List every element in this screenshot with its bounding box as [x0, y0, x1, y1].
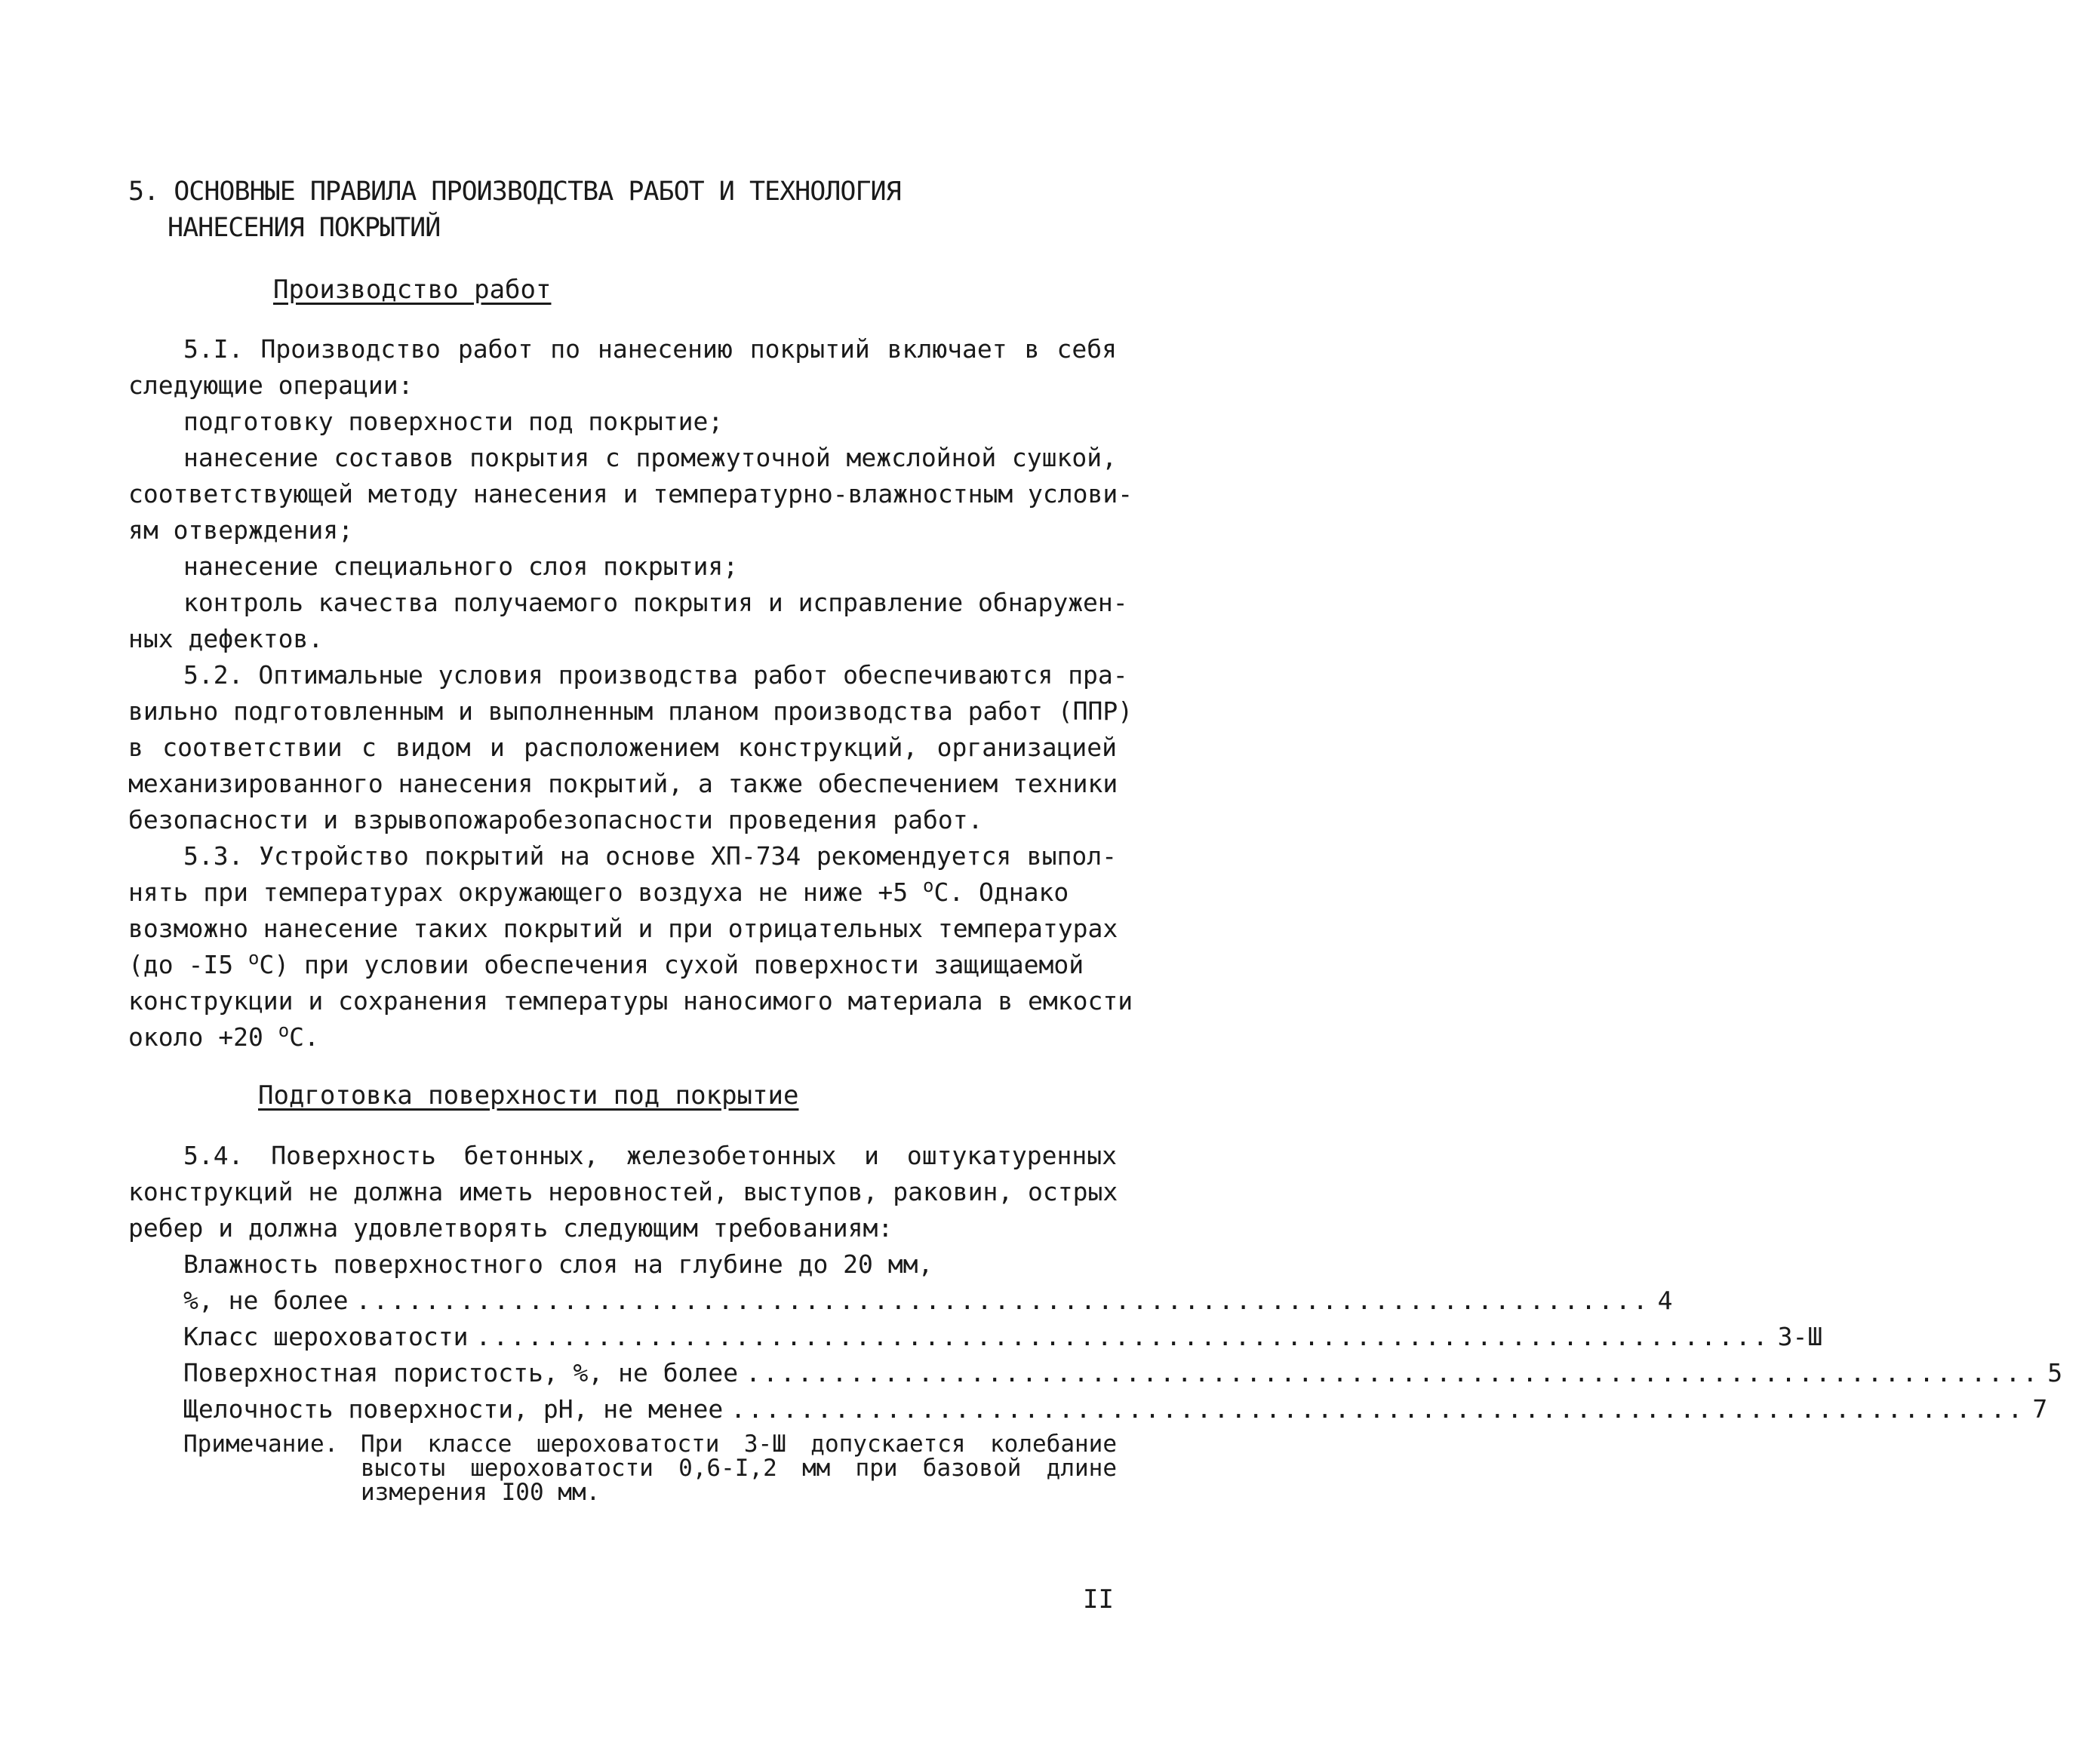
p52-line5: безопасности и взрывопожаробезопасности проведения работ.: [128, 805, 983, 834]
p53-line2-part1: нять при температурах окружающего воздуха не ниже +5: [128, 877, 923, 907]
requirement-label: Поверхностная пористость, %, не более: [183, 1358, 739, 1388]
note-line1: При классе шероховатости 3-Ш допускается колебание: [361, 1431, 1117, 1458]
p53-line6-part1: около +20: [128, 1022, 278, 1052]
p52-line2: вильно подготовленным и выполненным планом производства работ (ППР): [128, 696, 1133, 726]
p51-line6: ям отверждения;: [128, 515, 354, 545]
requirement-row-porosity: [183, 1357, 2063, 1390]
p51-line4: нанесение составов покрытия с промежуточной межслойной сушкой,: [183, 443, 1117, 472]
p51-line9: ных дефектов.: [128, 624, 324, 653]
note-line2: высоты шероховатости 0,6-I,2 мм при базовой длине: [361, 1455, 1117, 1482]
p53-line1: 5.3. Устройство покрытий на основе ХП-734 рекомендуется выпол-: [183, 841, 1117, 871]
p51-line5: соответствующей методу нанесения и температурно-влажностным услови-: [128, 479, 1133, 509]
p52-line1: 5.2. Оптимальные условия производства работ обеспечиваются пра-: [183, 660, 1128, 690]
requirement-value: 4: [1657, 1286, 1673, 1315]
p51-line8: контроль качества получаемого покрытия и исправление обнаружен-: [183, 588, 1128, 617]
p53-line2: [128, 876, 1117, 909]
p53-line4-part1: (до -I5: [128, 950, 248, 979]
p51-line3: подготовку поверхности под покрытие;: [183, 407, 724, 436]
p51-line2: следующие операции:: [128, 370, 414, 400]
degree-sign: о: [248, 948, 260, 969]
degree-sign: о: [278, 1020, 290, 1041]
note-label: Примечание.: [183, 1431, 339, 1458]
section-title-line1: 5. ОСНОВНЫЕ ПРАВИЛА ПРОИЗВОДСТВА РАБОТ И ТЕХНОЛОГИЯ: [128, 177, 901, 207]
p52-line4: механизированного нанесения покрытий, а также обеспечением техники: [128, 769, 1118, 798]
p53-line6-part2: С.: [289, 1022, 319, 1052]
requirement-label: Щелочность поверхности, pH, не менее: [183, 1394, 724, 1424]
section-title-line2: НАНЕСЕНИЯ ПОКРЫТИЙ: [168, 213, 441, 243]
requirement-row-alkalinity: [183, 1393, 2048, 1426]
p54-line1: 5.4. Поверхность бетонных, железобетонных и оштукатуренных: [183, 1141, 1117, 1170]
dot-leader: ...........................................................................: [746, 1358, 2040, 1388]
p53-line4-part2: С) при условии обеспечения сухой поверхности защищаемой: [259, 950, 1084, 979]
p51-line7: нанесение специального слоя покрытия;: [183, 552, 739, 581]
p54-line3: ребер и должна удовлетворять следующим требованиям:: [128, 1213, 893, 1243]
p53-line5: конструкции и сохранения температуры наносимого материала в емкости: [128, 986, 1133, 1016]
page-number: II: [1083, 1584, 1114, 1615]
p51-line1: 5.I. Производство работ по нанесению покрытий включает в себя: [183, 334, 1117, 364]
p53-line2-part2: С. Однако: [933, 877, 1069, 907]
requirements-intro: Влажность поверхностного слоя на глубине до 20 мм,: [183, 1249, 933, 1279]
dot-leader: ...........................................................................: [355, 1286, 1650, 1315]
note-line3: измерения I00 мм.: [361, 1479, 601, 1506]
dot-leader: ...........................................................................: [730, 1394, 2025, 1424]
p54-line2: конструкций не должна иметь неровностей, выступов, раковин, острых: [128, 1177, 1118, 1206]
requirement-value: 3-Ш: [1777, 1322, 1823, 1351]
p52-line3: в соответствии с видом и расположением конструкций, организацией: [128, 733, 1117, 762]
p53-line3: возможно нанесение таких покрытий и при отрицательных температурах: [128, 914, 1118, 943]
requirement-value: 5: [2047, 1358, 2063, 1388]
degree-sign: о: [923, 875, 934, 896]
requirement-label: Класс шероховатости: [183, 1322, 469, 1351]
p53-line6: [128, 1021, 1117, 1054]
requirement-label: %, не более: [183, 1286, 349, 1315]
requirement-row-roughness: [183, 1320, 1823, 1354]
subsection-heading-surface-prep: Подготовка поверхности под покрытие: [258, 1080, 799, 1111]
requirement-row-moisture: [183, 1284, 1673, 1317]
dot-leader: ...........................................................................: [475, 1322, 1770, 1351]
subsection-heading-production: Производство работ: [273, 275, 552, 305]
p53-line4: [128, 948, 1117, 982]
requirement-value: 7: [2032, 1394, 2048, 1424]
